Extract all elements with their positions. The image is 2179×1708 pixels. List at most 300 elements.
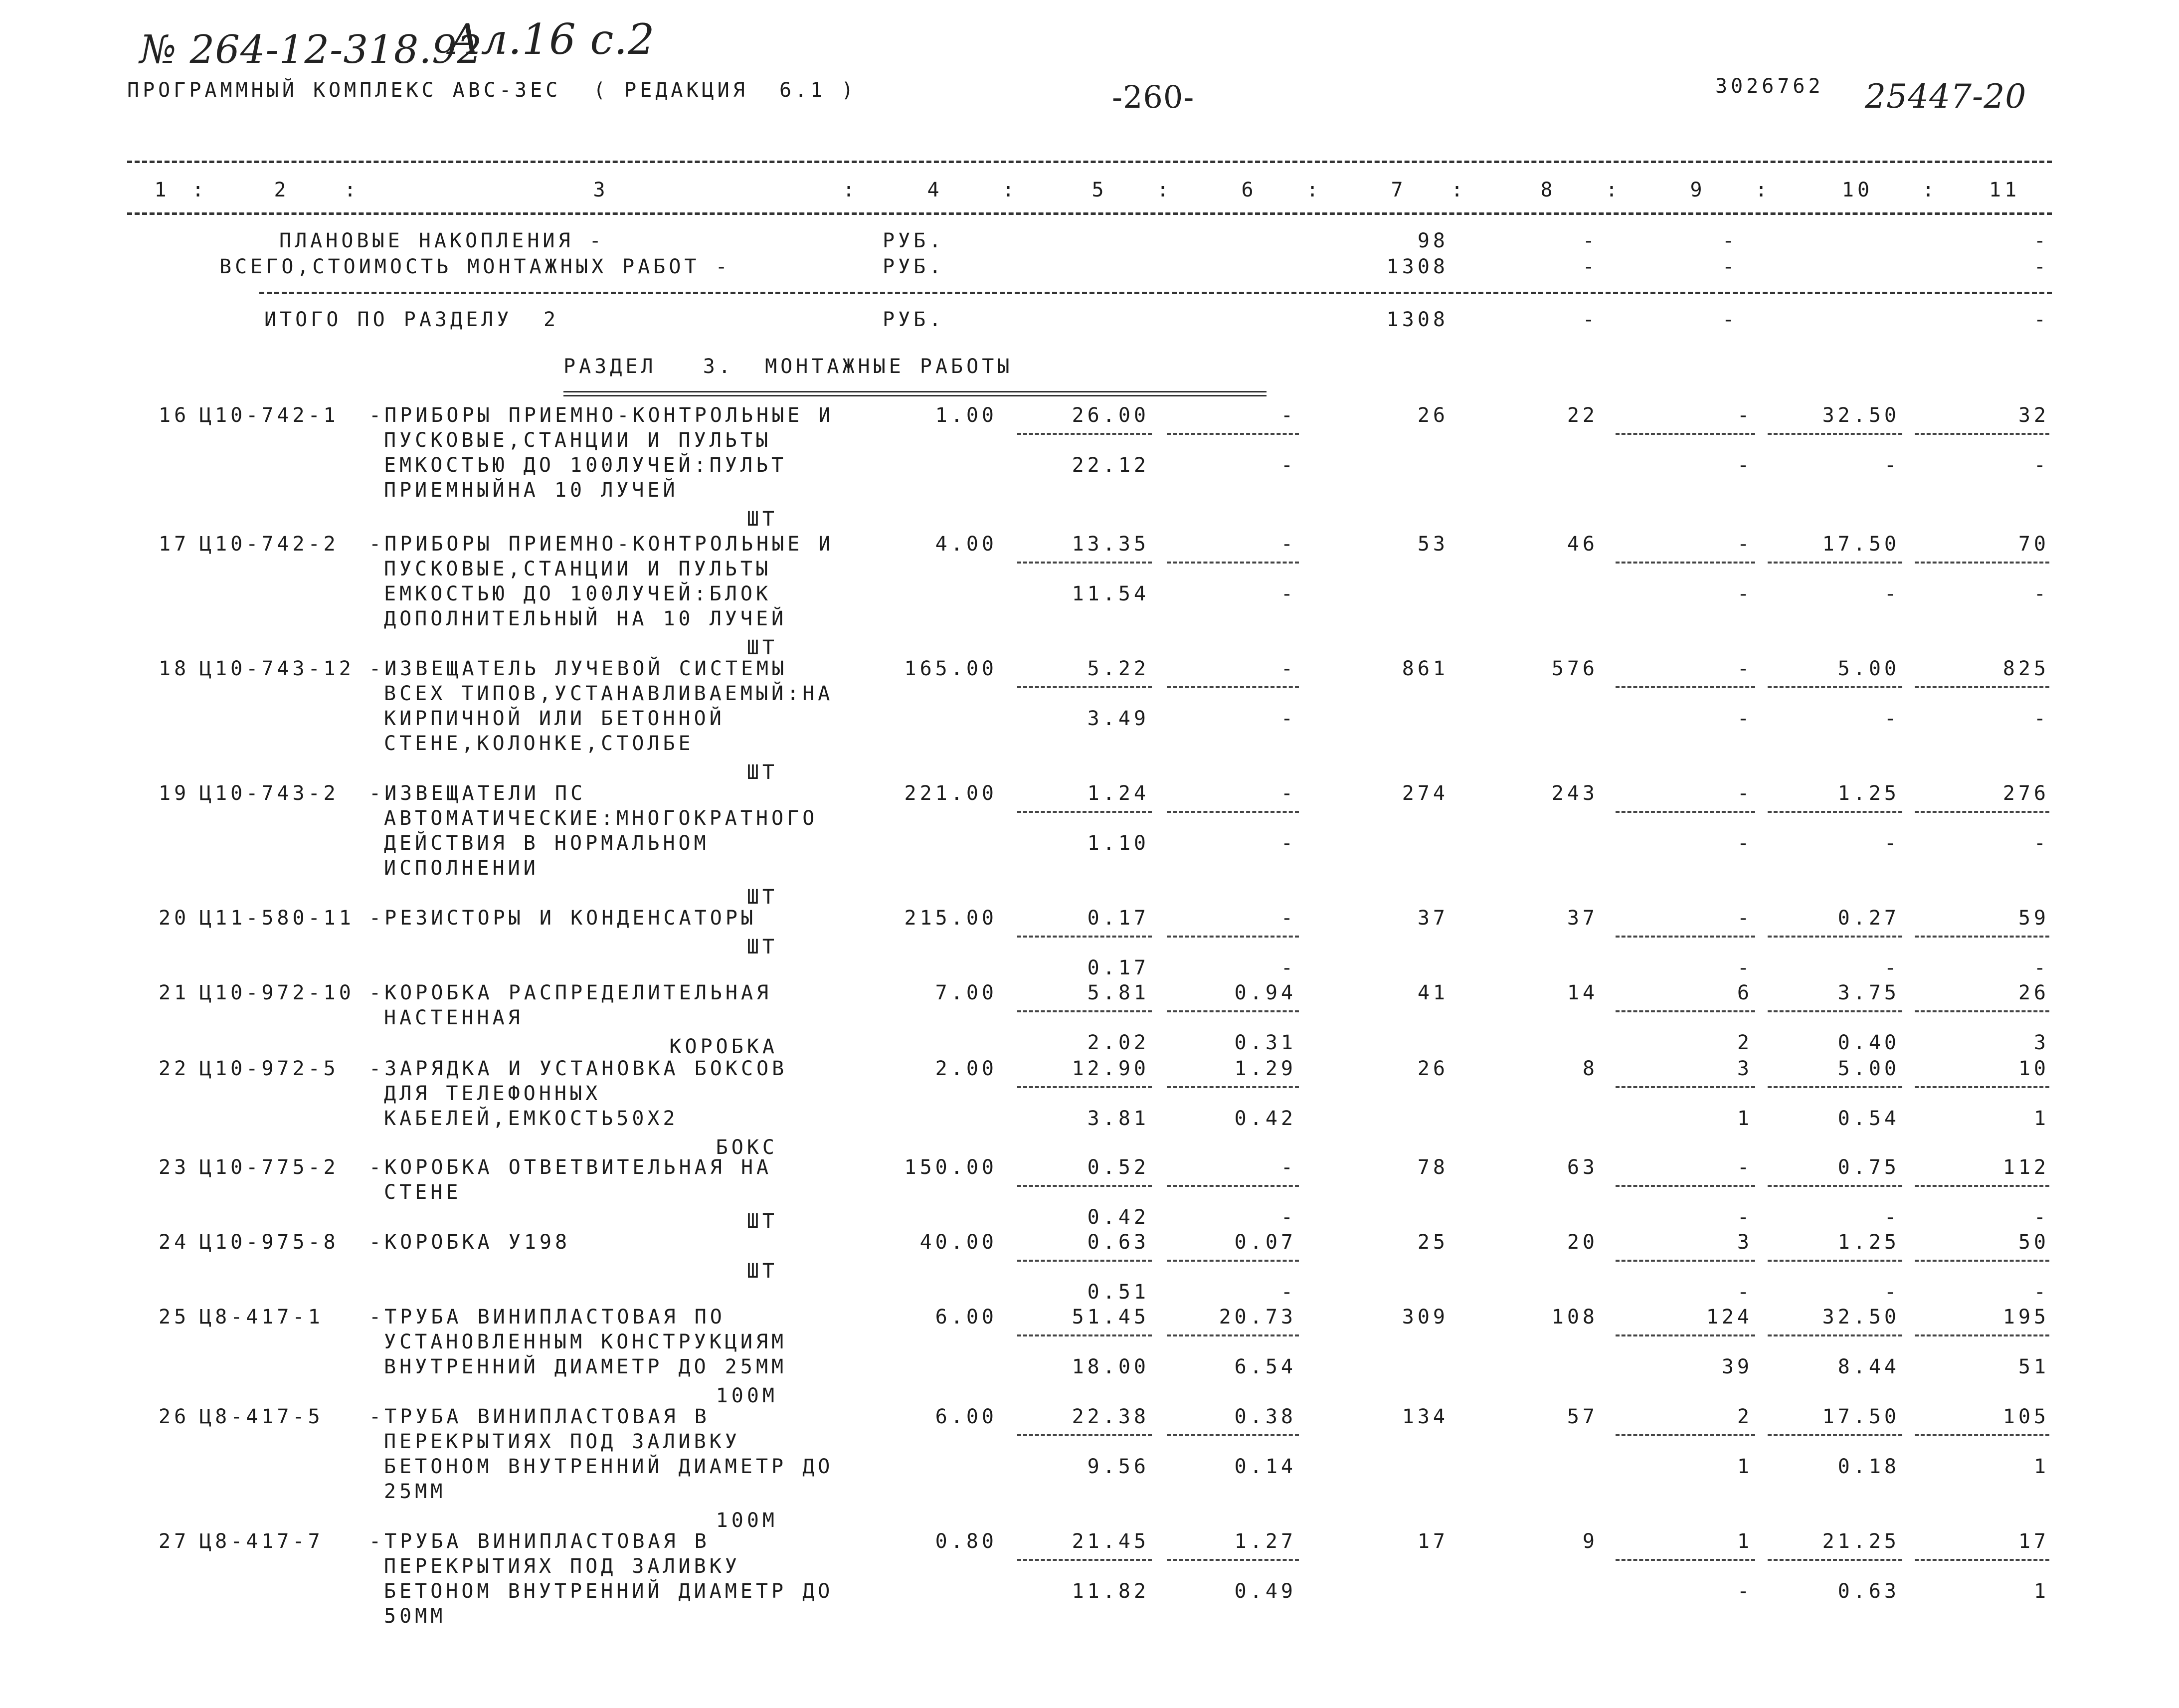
item-cost-labor: 8 (1582, 1057, 1598, 1080)
item-labor-unit-mach: 0.54 (1837, 1107, 1900, 1130)
item-description-line: КАБЕЛЕЙ,ЕМКОСТЬ50Х2 (384, 1107, 679, 1130)
item-price-machines: - (1280, 533, 1296, 556)
fraction-rule (1915, 1086, 2049, 1088)
fraction-rule (1167, 1334, 1299, 1336)
item-quantity: 165.00 (904, 657, 997, 680)
item-labor-total: 70 (2018, 533, 2049, 556)
fraction-rule (1167, 562, 1299, 564)
item-description-line: -ТРУБА ВИНИПЛАСТОВАЯ В (369, 1530, 710, 1553)
item-quantity: 6.00 (935, 1405, 997, 1428)
column-separator: : (1451, 179, 1467, 201)
item-description-line: -КОРОБКА У198 (369, 1231, 571, 1254)
fraction-rule (1768, 562, 1902, 564)
item-price-total-wages: 3.49 (1087, 707, 1149, 730)
item-labor-unit-mach: - (1884, 1281, 1900, 1304)
item-labor-total: 17 (2018, 1530, 2049, 1553)
item-labor-total: 112 (2002, 1156, 2049, 1179)
item-labor-unit-mach: 0.63 (1837, 1580, 1900, 1603)
item-number: 22 (159, 1057, 190, 1080)
item-price-total: 0.17 (1087, 907, 1149, 930)
item-quantity: 7.00 (935, 981, 997, 1004)
fraction-rule (1616, 1185, 1755, 1187)
item-price-total-wages: 22.12 (1072, 454, 1149, 477)
summary-col9: - (1722, 255, 1738, 278)
item-cost-machines: 124 (1706, 1306, 1753, 1328)
item-unit: БОКС (716, 1136, 778, 1159)
item-cost-total: 25 (1417, 1231, 1449, 1254)
item-labor-unit: 32.50 (1822, 404, 1900, 427)
item-price-total-wages: 18.00 (1072, 1355, 1149, 1378)
item-price-total-wages: 0.17 (1087, 956, 1149, 979)
item-unit: ШТ (746, 886, 778, 909)
summary-col7: 1308 (1386, 255, 1449, 278)
item-labor-total: 825 (2002, 657, 2049, 680)
item-cost-machines: - (1737, 907, 1753, 930)
fraction-rule (1768, 1559, 1902, 1561)
item-description-line: ИСПОЛНЕНИИ (384, 857, 539, 880)
item-description-line: -КОРОБКА РАСПРЕДЕЛИТЕЛЬНАЯ (369, 981, 772, 1004)
item-cost-total: 26 (1417, 404, 1449, 427)
item-number: 23 (159, 1156, 190, 1179)
total-col7: 1308 (1386, 308, 1449, 331)
total-section: 2 (544, 308, 559, 331)
item-description-line: -КОРОБКА ОТВЕТВИТЕЛЬНАЯ НА (369, 1156, 772, 1179)
item-cost-machines-wages: 39 (1721, 1355, 1753, 1378)
item-price-total: 0.52 (1087, 1156, 1149, 1179)
item-price-total-wages: 0.51 (1087, 1281, 1149, 1304)
item-cost-machines-wages: - (1737, 454, 1753, 477)
item-cost-machines-wages: - (1737, 832, 1753, 855)
column-header-4: 4 (927, 179, 943, 201)
item-labor-unit: 1.25 (1837, 782, 1900, 805)
item-price-total: 12.90 (1072, 1057, 1149, 1080)
item-code: Ц10-742-2 (199, 533, 339, 556)
item-price-total: 26.00 (1072, 404, 1149, 427)
item-price-machines-wages: - (1280, 707, 1296, 730)
fraction-rule (1017, 936, 1152, 938)
summary-col8: - (1582, 255, 1598, 278)
item-cost-machines: - (1737, 1156, 1753, 1179)
fraction-rule (1616, 1559, 1755, 1561)
item-price-total-wages: 11.82 (1072, 1580, 1149, 1603)
item-cost-total: 134 (1402, 1405, 1449, 1428)
item-price-machines-wages: 6.54 (1234, 1355, 1296, 1378)
column-separator: : (344, 179, 360, 201)
summary-col7: 98 (1417, 229, 1449, 252)
item-cost-labor: 63 (1567, 1156, 1598, 1179)
item-price-total-wages: 0.42 (1087, 1206, 1149, 1229)
item-description-line: -ПРИБОРЫ ПРИЕМНО-КОНТРОЛЬНЫЕ И (369, 533, 834, 556)
fraction-rule (1915, 936, 2049, 938)
item-cost-labor: 14 (1567, 981, 1598, 1004)
item-cost-labor: 576 (1551, 657, 1598, 680)
total-unit: РУБ. (883, 308, 945, 331)
total-col9: - (1722, 308, 1738, 331)
item-quantity: 40.00 (919, 1231, 997, 1254)
item-cost-machines: - (1737, 404, 1753, 427)
fraction-rule (1017, 811, 1152, 813)
item-labor-unit-mach: 8.44 (1837, 1355, 1900, 1378)
item-number: 19 (159, 782, 190, 805)
program-title: ПРОГРАММНЫЙ КОМПЛЕКС АВС-3ЕС (127, 79, 561, 102)
fraction-rule (1616, 1010, 1755, 1012)
item-cost-labor: 37 (1567, 907, 1598, 930)
item-code: Ц10-743-12 (199, 657, 355, 680)
item-price-machines: 20.73 (1219, 1306, 1296, 1328)
column-separator: : (843, 179, 859, 201)
item-labor-unit: 3.75 (1837, 981, 1900, 1004)
item-number: 20 (159, 907, 190, 930)
item-number: 18 (159, 657, 190, 680)
item-unit: ШТ (746, 636, 778, 659)
item-price-machines-wages: - (1280, 956, 1296, 979)
item-price-machines: - (1280, 657, 1296, 680)
document-code: 3026762 (1715, 75, 1824, 98)
item-description-line: ЕМКОСТЬЮ ДО 100ЛУЧЕЙ:БЛОК (384, 582, 772, 605)
fraction-rule (1616, 562, 1755, 564)
item-labor-unit: 1.25 (1837, 1231, 1900, 1254)
summary-unit: РУБ. (883, 229, 945, 252)
item-price-machines: 0.94 (1234, 981, 1296, 1004)
item-price-total: 5.81 (1087, 981, 1149, 1004)
fraction-rule (1616, 811, 1755, 813)
fraction-rule (1616, 1086, 1755, 1088)
item-cost-labor: 108 (1551, 1306, 1598, 1328)
item-price-total: 1.24 (1087, 782, 1149, 805)
fraction-rule (1167, 686, 1299, 688)
handwritten-album-ref: Ал.16 с.2 (449, 15, 655, 64)
item-labor-total: 195 (2002, 1306, 2049, 1328)
item-labor-unit-mach: 0.18 (1837, 1455, 1900, 1478)
column-header-2: 2 (274, 179, 290, 201)
item-description-line: ПРИЕМНЫЙНА 10 ЛУЧЕЙ (384, 479, 679, 502)
item-code: Ц8-417-1 (199, 1306, 324, 1328)
item-price-machines-wages: - (1280, 1206, 1296, 1229)
fraction-rule (1616, 433, 1755, 435)
item-price-machines-wages: - (1280, 1281, 1296, 1304)
item-quantity: 215.00 (904, 907, 997, 930)
item-labor-total-mach: - (2033, 707, 2049, 730)
item-labor-total-mach: - (2033, 832, 2049, 855)
column-separator: : (1922, 179, 1938, 201)
column-header-10: 10 (1841, 179, 1873, 201)
column-header-9: 9 (1690, 179, 1706, 201)
item-labor-total: 26 (2018, 981, 2049, 1004)
item-description-line: -ПРИБОРЫ ПРИЕМНО-КОНТРОЛЬНЫЕ И (369, 404, 834, 427)
summary-col11: - (2033, 229, 2049, 252)
fraction-rule (1167, 1086, 1299, 1088)
item-description-line: УСТАНОВЛЕННЫМ КОНСТРУКЦИЯМ (384, 1330, 787, 1353)
item-code: Ц8-417-7 (199, 1530, 324, 1553)
item-labor-total-mach: - (2033, 956, 2049, 979)
item-code: Ц10-972-10 (199, 981, 355, 1004)
item-description-line: БЕТОНОМ ВНУТРЕННИЙ ДИАМЕТР ДО (384, 1580, 834, 1603)
fraction-rule (1167, 1559, 1299, 1561)
fraction-rule (1915, 433, 2049, 435)
summary-col8: - (1582, 229, 1598, 252)
fraction-rule (1915, 1434, 2049, 1436)
item-labor-unit-mach: - (1884, 956, 1900, 979)
item-cost-machines-wages: - (1737, 1281, 1753, 1304)
handwritten-sheet-code: 25447-20 (1865, 77, 2027, 116)
item-price-machines: 1.27 (1234, 1530, 1296, 1553)
item-price-machines-wages: - (1280, 582, 1296, 605)
item-cost-machines: 2 (1737, 1405, 1753, 1428)
item-price-machines: - (1280, 1156, 1296, 1179)
item-unit: ШТ (746, 1260, 778, 1283)
fraction-rule (1017, 562, 1152, 564)
item-price-total: 13.35 (1072, 533, 1149, 556)
item-cost-machines: - (1737, 782, 1753, 805)
item-code: Ц10-975-8 (199, 1231, 339, 1254)
item-description-line: ВНУТРЕННИЙ ДИАМЕТР ДО 25ММ (384, 1355, 787, 1378)
column-header-1: 1 (154, 179, 170, 201)
item-labor-total-mach: 1 (2033, 1455, 2049, 1478)
item-cost-machines-wages: - (1737, 1580, 1753, 1603)
item-description-line: ЕМКОСТЬЮ ДО 100ЛУЧЕЙ:ПУЛЬТ (384, 454, 787, 477)
fraction-rule (1167, 1434, 1299, 1436)
item-unit: 100М (716, 1509, 778, 1532)
fraction-rule (1017, 1185, 1152, 1187)
item-labor-unit-mach: - (1884, 1206, 1900, 1229)
item-labor-unit: 17.50 (1822, 533, 1900, 556)
fraction-rule (1167, 936, 1299, 938)
column-separator: : (1306, 179, 1322, 201)
item-cost-machines-wages: - (1737, 582, 1753, 605)
item-cost-machines: 6 (1737, 981, 1753, 1004)
item-description-line: 50ММ (384, 1605, 446, 1628)
item-labor-unit: 0.27 (1837, 907, 1900, 930)
item-price-machines-wages: 0.31 (1234, 1031, 1296, 1054)
item-number: 26 (159, 1405, 190, 1428)
fraction-rule (1167, 433, 1299, 435)
item-cost-machines-wages: - (1737, 1206, 1753, 1229)
item-labor-unit: 21.25 (1822, 1530, 1900, 1553)
item-description-line: БЕТОНОМ ВНУТРЕННИЙ ДИАМЕТР ДО (384, 1455, 834, 1478)
column-header-6: 6 (1241, 179, 1257, 201)
item-description-line: ДЕЙСТВИЯ В НОРМАЛЬНОМ (384, 832, 710, 855)
item-price-machines-wages: - (1280, 832, 1296, 855)
item-labor-total: 276 (2002, 782, 2049, 805)
item-labor-unit: 5.00 (1837, 657, 1900, 680)
handwritten-doc-number: № 264-12-318.92 (140, 27, 483, 72)
fraction-rule (1915, 1185, 2049, 1187)
item-cost-total: 274 (1402, 782, 1449, 805)
fraction-rule (1768, 811, 1902, 813)
item-cost-labor: 57 (1567, 1405, 1598, 1428)
item-labor-unit-mach: 0.40 (1837, 1031, 1900, 1054)
item-cost-total: 26 (1417, 1057, 1449, 1080)
item-description-line: ВСЕХ ТИПОВ,УСТАНАВЛИВАЕМЫЙ:НА (384, 682, 834, 705)
item-labor-unit-mach: - (1884, 832, 1900, 855)
item-description-line: -ТРУБА ВИНИПЛАСТОВАЯ В (369, 1405, 710, 1428)
item-description-line: НАСТЕННАЯ (384, 1006, 524, 1029)
column-header-8: 8 (1540, 179, 1556, 201)
column-header-7: 7 (1391, 179, 1407, 201)
fraction-rule (1768, 1010, 1902, 1012)
item-description-line: СТЕНЕ (384, 1181, 462, 1204)
item-cost-machines: 1 (1737, 1530, 1753, 1553)
item-description-line: КИРПИЧНОЙ ИЛИ БЕТОННОЙ (384, 707, 725, 730)
summary-label: ВСЕГО,СТОИМОСТЬ МОНТАЖНЫХ РАБОТ - (219, 255, 731, 278)
item-price-machines: - (1280, 907, 1296, 930)
item-labor-unit-mach: - (1884, 454, 1900, 477)
fraction-rule (1017, 1334, 1152, 1336)
item-number: 16 (159, 404, 190, 427)
section-title: РАЗДЕЛ 3. МОНТАЖНЫЕ РАБОТЫ (563, 355, 1013, 378)
fraction-rule (1915, 811, 2049, 813)
item-price-machines-wages: 0.42 (1234, 1107, 1296, 1130)
column-header-3: 3 (593, 179, 609, 201)
item-quantity: 150.00 (904, 1156, 997, 1179)
item-labor-total-mach: - (2033, 1206, 2049, 1229)
item-cost-total: 861 (1402, 657, 1449, 680)
item-number: 21 (159, 981, 190, 1004)
item-unit: ШТ (746, 508, 778, 531)
item-labor-total: 50 (2018, 1231, 2049, 1254)
item-price-machines: 0.07 (1234, 1231, 1296, 1254)
item-cost-total: 37 (1417, 907, 1449, 930)
item-labor-total: 10 (2018, 1057, 2049, 1080)
item-unit: 100М (716, 1384, 778, 1407)
item-cost-machines-wages: 1 (1737, 1107, 1753, 1130)
item-description-line: -ИЗВЕЩАТЕЛИ ПС (369, 782, 586, 805)
item-unit: КОРОБКА (669, 1035, 778, 1058)
item-labor-total-mach: 1 (2033, 1580, 2049, 1603)
item-price-total: 5.22 (1087, 657, 1149, 680)
fraction-rule (1017, 1434, 1152, 1436)
item-price-machines-wages: 0.49 (1234, 1580, 1296, 1603)
total-col11: - (2033, 308, 2049, 331)
item-labor-total: 59 (2018, 907, 2049, 930)
item-description-line: ПЕРЕКРЫТИЯХ ПОД ЗАЛИВКУ (384, 1430, 740, 1453)
item-code: Ц8-417-5 (199, 1405, 324, 1428)
fraction-rule (1915, 1010, 2049, 1012)
item-unit: ШТ (746, 761, 778, 784)
item-description-line: -РЕЗИСТОРЫ И КОНДЕНСАТОРЫ (369, 907, 757, 930)
item-quantity: 6.00 (935, 1306, 997, 1328)
fraction-rule (1017, 1086, 1152, 1088)
item-cost-machines-wages: - (1737, 956, 1753, 979)
item-cost-total: 78 (1417, 1156, 1449, 1179)
item-price-total: 21.45 (1072, 1530, 1149, 1553)
item-cost-total: 17 (1417, 1530, 1449, 1553)
column-separator: : (1157, 179, 1173, 201)
item-labor-total: 32 (2018, 404, 2049, 427)
item-cost-labor: 243 (1551, 782, 1598, 805)
item-cost-machines: - (1737, 657, 1753, 680)
item-number: 27 (159, 1530, 190, 1553)
fraction-rule (1915, 1334, 2049, 1336)
fraction-rule (1616, 1334, 1755, 1336)
fraction-rule (1017, 686, 1152, 688)
fraction-rule (1768, 1334, 1902, 1336)
column-header-11: 11 (1989, 179, 2020, 201)
fraction-rule (1167, 811, 1299, 813)
fraction-rule (1616, 936, 1755, 938)
item-price-total-wages: 1.10 (1087, 832, 1149, 855)
item-quantity: 2.00 (935, 1057, 997, 1080)
item-quantity: 1.00 (935, 404, 997, 427)
column-separator: : (1606, 179, 1622, 201)
item-price-machines: - (1280, 782, 1296, 805)
fraction-rule (1167, 1260, 1299, 1262)
item-price-total: 0.63 (1087, 1231, 1149, 1254)
item-cost-machines-wages: 1 (1737, 1455, 1753, 1478)
item-labor-unit: 5.00 (1837, 1057, 1900, 1080)
fraction-rule (1768, 433, 1902, 435)
item-cost-machines: 3 (1737, 1231, 1753, 1254)
item-unit: ШТ (746, 1210, 778, 1233)
fraction-rule (1017, 1260, 1152, 1262)
item-labor-unit: 17.50 (1822, 1405, 1900, 1428)
item-labor-total-mach: 1 (2033, 1107, 2049, 1130)
item-cost-machines-wages: - (1737, 707, 1753, 730)
item-price-total: 22.38 (1072, 1405, 1149, 1428)
item-quantity: 4.00 (935, 533, 997, 556)
item-quantity: 221.00 (904, 782, 997, 805)
total-col8: - (1582, 308, 1598, 331)
item-price-machines: 1.29 (1234, 1057, 1296, 1080)
item-code: Ц10-972-5 (199, 1057, 339, 1080)
item-cost-machines: - (1737, 533, 1753, 556)
item-cost-labor: 20 (1567, 1231, 1598, 1254)
item-description-line: -ИЗВЕЩАТЕЛЬ ЛУЧЕВОЙ СИСТЕМЫ (369, 657, 788, 680)
column-header-5: 5 (1091, 179, 1107, 201)
summary-label: ПЛАНОВЫЕ НАКОПЛЕНИЯ - (279, 229, 605, 252)
item-labor-unit: 32.50 (1822, 1306, 1900, 1328)
item-labor-total-mach: 3 (2033, 1031, 2049, 1054)
fraction-rule (1017, 1010, 1152, 1012)
item-cost-labor: 9 (1582, 1530, 1598, 1553)
item-price-total-wages: 11.54 (1072, 582, 1149, 605)
fraction-rule (1768, 1434, 1902, 1436)
item-price-total-wages: 3.81 (1087, 1107, 1149, 1130)
summary-unit: РУБ. (883, 255, 945, 278)
item-cost-total: 309 (1402, 1306, 1449, 1328)
item-code: Ц10-742-1 (199, 404, 339, 427)
item-cost-labor: 22 (1567, 404, 1598, 427)
item-labor-total-mach: 51 (2018, 1355, 2049, 1378)
item-labor-total-mach: - (2033, 582, 2049, 605)
fraction-rule (1768, 1260, 1902, 1262)
item-price-machines: 0.38 (1234, 1405, 1296, 1428)
item-number: 25 (159, 1306, 190, 1328)
fraction-rule (1768, 686, 1902, 688)
fraction-rule (1915, 1559, 2049, 1561)
item-quantity: 0.80 (935, 1530, 997, 1553)
item-description-line: АВТОМАТИЧЕСКИЕ:МНОГОКРАТНОГО (384, 807, 818, 830)
item-description-line: -ТРУБА ВИНИПЛАСТОВАЯ ПО (369, 1306, 726, 1328)
item-cost-labor: 46 (1567, 533, 1598, 556)
item-labor-unit: 0.75 (1837, 1156, 1900, 1179)
item-price-total-wages: 9.56 (1087, 1455, 1149, 1478)
fraction-rule (1768, 1185, 1902, 1187)
fraction-rule (1915, 686, 2049, 688)
item-description-line: ПЕРЕКРЫТИЯХ ПОД ЗАЛИВКУ (384, 1555, 740, 1578)
fraction-rule (1616, 1434, 1755, 1436)
fraction-rule (1616, 686, 1755, 688)
item-number: 17 (159, 533, 190, 556)
item-description-line: ПУСКОВЫЕ,СТАНЦИИ И ПУЛЬТЫ (384, 558, 772, 580)
item-description-line: 25ММ (384, 1480, 446, 1503)
item-price-total: 51.45 (1072, 1306, 1149, 1328)
item-cost-total: 41 (1417, 981, 1449, 1004)
page-number: -260- (1112, 79, 1195, 115)
fraction-rule (1616, 1260, 1755, 1262)
item-labor-total-mach: - (2033, 454, 2049, 477)
item-description-line: ДОПОЛНИТЕЛЬНЫЙ НА 10 ЛУЧЕЙ (384, 607, 787, 630)
